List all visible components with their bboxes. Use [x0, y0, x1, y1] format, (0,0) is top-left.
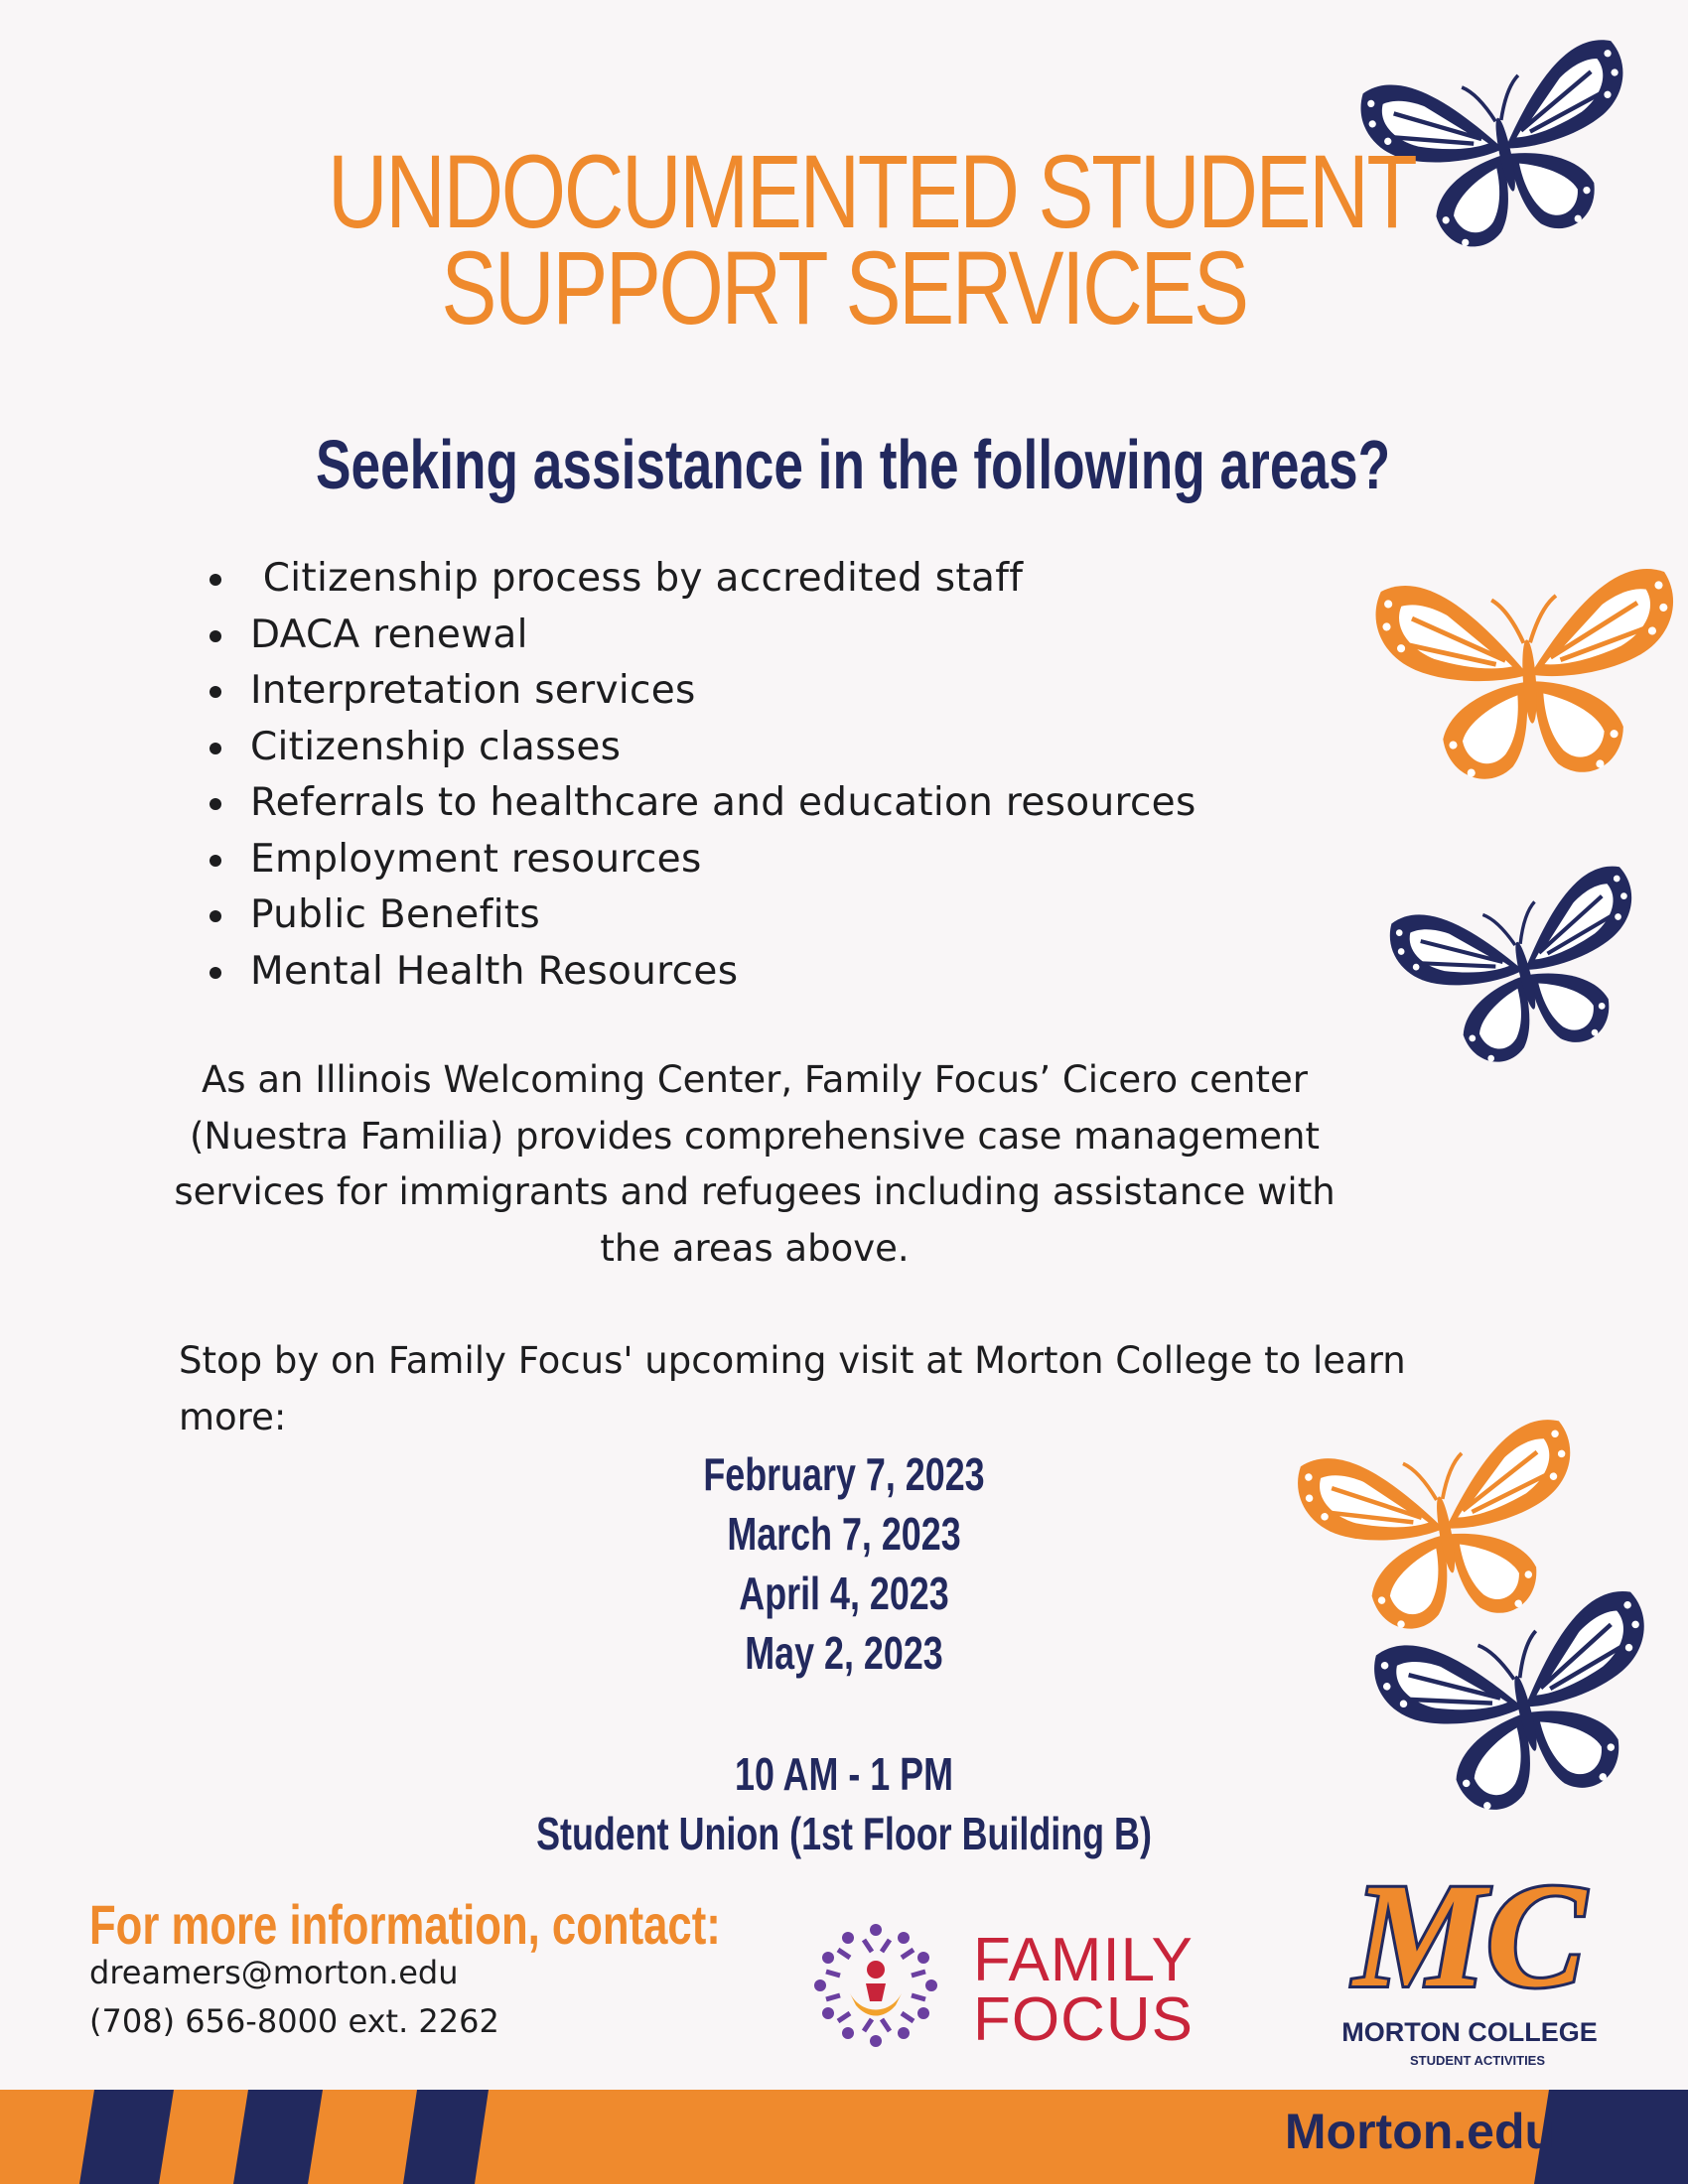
stop-by-text: Stop by on Family Focus' upcoming visit at Morton College to learn more: [179, 1339, 1406, 1438]
morton-college-logo-icon [1326, 1866, 1614, 2085]
list-item [199, 608, 1196, 664]
contact-email[interactable]: dreamers@morton.edu [89, 1954, 459, 1991]
morton-logo-letters: MC [1353, 1866, 1586, 2018]
event-location: Student Union (1st Floor Building B) [536, 1808, 1152, 1859]
list-item [199, 944, 1196, 1001]
event-time: 10 AM - 1 PM [735, 1748, 953, 1800]
contact-heading: For more information, contact: [89, 1893, 721, 1956]
family-focus-line1: FAMILY [973, 1926, 1194, 1994]
list-item [199, 832, 1196, 888]
list-item [199, 663, 1196, 720]
time-location [534, 1744, 1154, 1863]
service-label: Citizenship classes [250, 724, 622, 769]
description-paragraph: As an Illinois Welcoming Center, Family Focus’ Cicero center (Nuestra Familia) provides comprehensive case management services for immigrants and refugees including assistance with the areas above. [174, 1058, 1336, 1270]
family-focus-line2: FOCUS [973, 1985, 1194, 2054]
bullet-icon [210, 910, 221, 922]
date-item: April 4, 2023 [739, 1568, 949, 1619]
butterfly-navy-icon [1368, 835, 1680, 1107]
service-label: Mental Health Resources [250, 948, 739, 994]
bullet-icon [210, 630, 221, 642]
service-label: Interpretation services [250, 668, 696, 713]
contact-phone[interactable]: (708) 656-8000 ext. 2262 [89, 2002, 499, 2040]
page-title-line2: SUPPORT SERVICES [441, 230, 1247, 346]
bullet-icon [210, 967, 221, 979]
list-item [199, 887, 1196, 944]
services-heading: Seeking assistance in the following areas? [316, 426, 1391, 503]
bullet-icon [210, 798, 221, 810]
date-item: May 2, 2023 [745, 1627, 943, 1679]
page-title-line1: UNDOCUMENTED STUDENT [328, 134, 1416, 250]
date-item: March 7, 2023 [727, 1508, 961, 1560]
morton-logo-name: MORTON COLLEGE [1341, 2017, 1598, 2047]
date-item: February 7, 2023 [703, 1448, 985, 1500]
bullet-icon [210, 855, 221, 867]
butterfly-orange-icon [1356, 535, 1688, 815]
page-title [328, 134, 1416, 346]
footer-website-link[interactable]: Morton.edu [1284, 2104, 1556, 2159]
family-focus-logo-text [973, 1926, 1194, 2054]
list-item [199, 551, 1196, 608]
dates-list [620, 1444, 1068, 1683]
bullet-icon [210, 574, 221, 586]
service-label: Referrals to healthcare and education resources [250, 780, 1196, 825]
morton-logo-sub: STUDENT ACTIVITIES [1410, 2053, 1546, 2068]
services-list [199, 551, 1196, 1000]
service-label: Citizenship process by accredited staff [250, 556, 1024, 601]
service-label: Employment resources [250, 836, 702, 882]
service-label: Public Benefits [250, 892, 540, 937]
bullet-icon [210, 743, 221, 754]
list-item [199, 720, 1196, 776]
service-label: DACA renewal [250, 612, 528, 657]
bullet-icon [210, 686, 221, 698]
list-item [199, 775, 1196, 832]
